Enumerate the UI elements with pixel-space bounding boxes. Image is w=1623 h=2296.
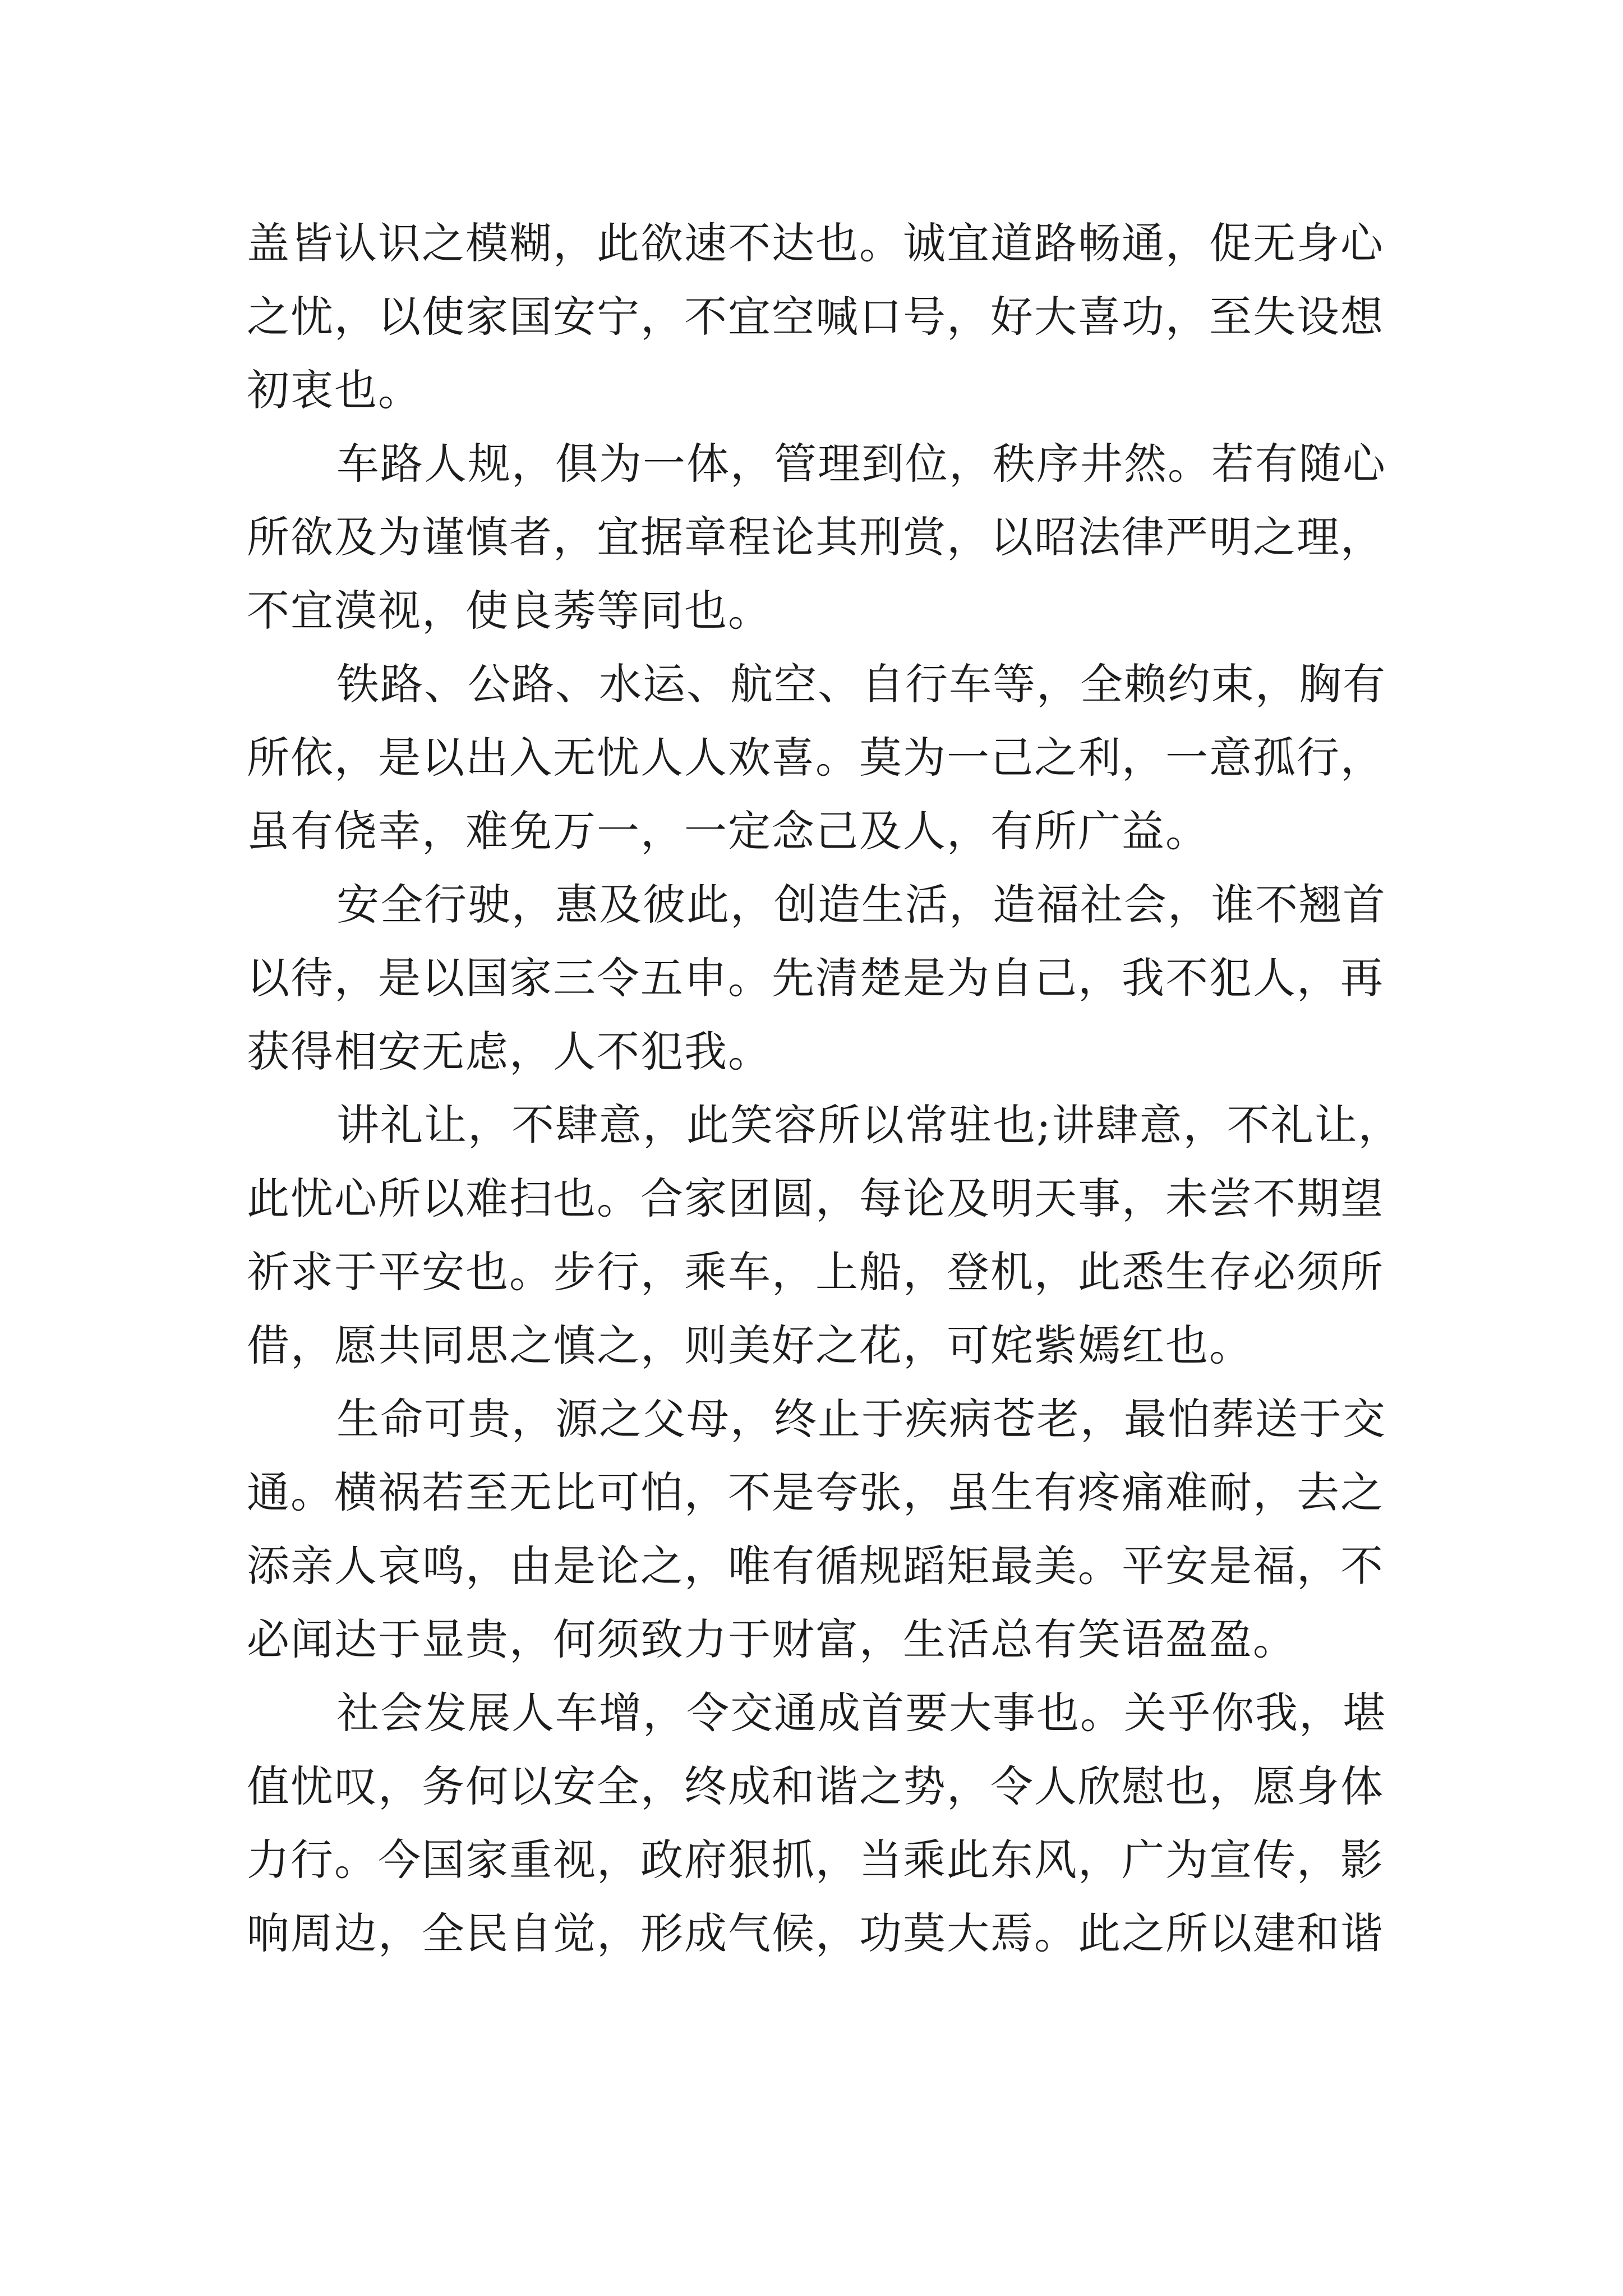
text-line: 值忧叹，务何以安全，终成和谐之势，令人欣慰也，愿身体 [247, 1761, 1384, 1811]
paragraph-1 [247, 206, 1396, 427]
text-line: 添亲人哀鸣，由是论之，唯有循规蹈矩最美。平安是福，不 [247, 1541, 1384, 1591]
text-line: 讲礼让，不肆意，此笑容所以常驻也;讲肆意，不礼让， [336, 1100, 1402, 1150]
paragraph-4 [247, 868, 1396, 1088]
paragraph-7 [247, 1676, 1396, 1970]
text-line: 虽有侥幸，难免万一，一定念己及人，有所广益。 [247, 806, 1209, 856]
text-line: 以待，是以国家三令五申。先清楚是为自己，我不犯人，再 [247, 953, 1384, 1003]
text-line: 此忧心所以难扫也。合家团圆，每论及明天事，未尝不期望 [247, 1174, 1384, 1223]
text-line: 所依，是以出入无忧人人欢喜。莫为一己之利，一意孤行， [247, 733, 1384, 783]
text-line: 必闻达于显贵，何须致力于财富，生活总有笑语盈盈。 [247, 1614, 1297, 1664]
text-line: 祈求于平安也。步行，乘车，上船，登机，此悉生存必须所 [247, 1247, 1384, 1297]
text-line: 借，愿共同思之慎之，则美好之花，可姹紫嫣红也。 [247, 1320, 1253, 1370]
text-line: 铁路、公路、水运、航空、自行车等，全赖约束，胸有 [336, 659, 1386, 709]
document-body [247, 206, 1402, 1970]
text-line: 获得相安无虑，人不犯我。 [247, 1027, 772, 1076]
text-line: 所欲及为谨慎者，宜据章程论其刑赏，以昭法律严明之理， [247, 512, 1384, 562]
text-line: 车路人规，俱为一体，管理到位，秩序井然。若有随心 [336, 439, 1386, 489]
text-line: 安全行驶，惠及彼此，创造生活，造福社会，谁不翘首 [336, 880, 1386, 930]
text-line: 社会发展人车增，令交通成首要大事也。关乎你我，堪 [336, 1688, 1386, 1738]
text-line: 盖皆认识之模糊，此欲速不达也。诚宜道路畅通，促无身心 [247, 218, 1384, 268]
text-line: 响周边，全民自觉，形成气候，功莫大焉。此之所以建和谐 [247, 1908, 1384, 1958]
paragraph-2 [247, 427, 1396, 647]
text-line: 通。横祸若至无比可怕，不是夸张，虽生有疼痛难耐，去之 [247, 1467, 1384, 1517]
text-line: 之忧，以使家国安宁，不宜空喊口号，好大喜功，至失设想 [247, 292, 1384, 342]
paragraph-3 [247, 647, 1396, 868]
text-line: 不宜漠视，使良莠等同也。 [247, 586, 772, 636]
paragraph-6 [247, 1382, 1396, 1676]
paragraph-5 [247, 1088, 1402, 1382]
text-line: 初衷也。 [247, 365, 422, 415]
text-line: 力行。今国家重视，政府狠抓，当乘此东风，广为宣传，影 [247, 1835, 1384, 1885]
text-line: 生命可贵，源之父母，终止于疾病苍老，最怕葬送于交 [336, 1394, 1386, 1444]
